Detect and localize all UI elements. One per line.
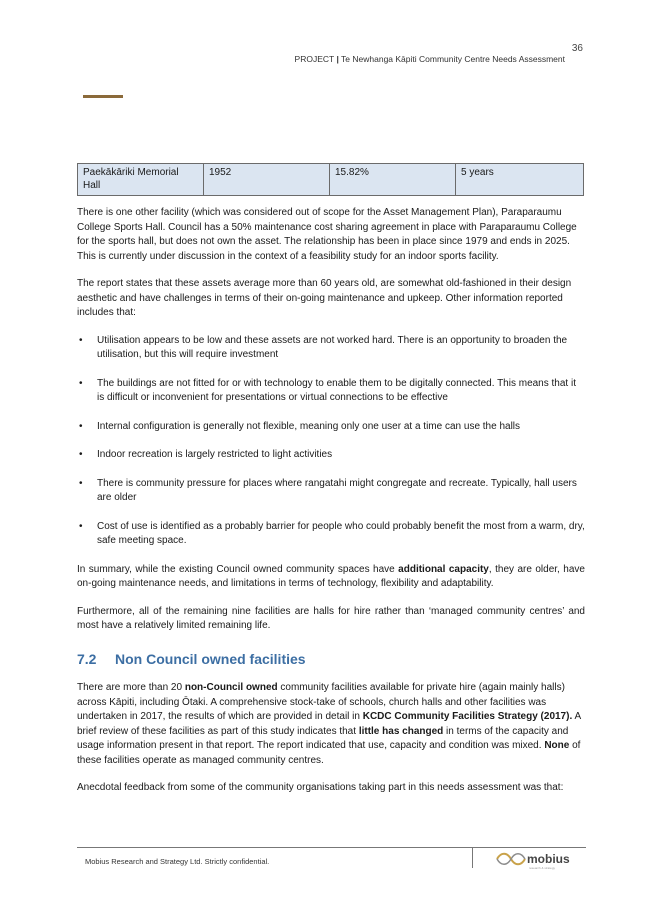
footer-confidential: Mobius Research and Strategy Ltd. Strictly confidential.: [85, 857, 270, 866]
mobius-infinity-icon: [495, 852, 527, 866]
table-cell-percentage: 15.82%: [330, 164, 456, 196]
header-document-title: Te Newhanga Kāpiti Community Centre Needs Assessment: [341, 54, 565, 64]
bullet-icon: •: [79, 377, 83, 389]
header-separator: |: [336, 54, 339, 64]
list-item: • There is community pressure for places where rangatahi might congregate and recreate. Typically, hall users are older: [79, 477, 577, 503]
table-row: [78, 164, 584, 196]
list-item: • Internal configuration is generally not flexible, meaning only one user at a time can use the halls: [77, 420, 585, 435]
bullet-icon: •: [79, 449, 83, 460]
accent-bar: [83, 95, 123, 98]
page-number: 36: [571, 43, 583, 54]
list-item: • Cost of use is identified as a probably barrier for people who could probably benefit the most from a warm, dry, safe meeting space.: [79, 520, 585, 546]
section-title: Non Council owned facilities: [115, 650, 306, 667]
list-item: • Indoor recreation is largely restricted to light activities: [77, 448, 585, 463]
table-cell-remaining-life: 5 years: [456, 164, 584, 196]
facility-table: [77, 163, 584, 196]
logo-wordmark: mobius: [527, 852, 570, 866]
paragraph-furthermore: Furthermore, all of the remaining nine facilities are halls for hire rather than ‘managed community centres’ and most have a relatively limited remaining life.: [77, 605, 585, 631]
list-item: • The buildings are not fitted for or with technology to enable them to be digitally connected. This means that it is difficult or inconvenient for presentations or virtual connections to be effective: [79, 377, 576, 403]
section-heading: [77, 652, 585, 667]
mobius-logo: [495, 852, 570, 870]
section-number: 7.2: [77, 650, 97, 667]
footer-rule: [77, 847, 586, 848]
table-cell-year: 1952: [204, 164, 330, 196]
paragraph-other-facility: There is one other facility (which was considered out of scope for the Asset Management Plan), Paraparaumu College Sports Hall. Council has a 50% maintenance cost sharing agreement in place with Paraparaumu College for the sports hall, but does not own the asset. The relationship has been in place since 1979 and ends in 2025. This is currently under discussion in the context of a feasibility study for an indoor sports facility.: [77, 207, 577, 262]
list-item: • Utilisation appears to be low and these assets are not worked hard. There is an opportunity to broaden the utilisation, but this will require investment: [79, 334, 568, 360]
paragraph-summary: In summary, while the existing Council owned community spaces have additional capacity, they are older, have on-going maintenance needs, and limitations in terms of technology, flexibility and adaptability.: [77, 563, 585, 589]
header-project: PROJECT: [294, 54, 335, 64]
running-header: [295, 54, 565, 64]
bullet-icon: •: [79, 334, 83, 346]
bullet-icon: •: [79, 477, 83, 489]
body-content: [77, 206, 585, 809]
footer-divider: [472, 848, 473, 868]
findings-list: [77, 334, 585, 549]
paragraph-non-council: There are more than 20 non-Council owned community facilities available for private hire (again mainly halls) across Kāpiti, including Ōtaki. A comprehensive stock-take of schools, church halls and other facilities was undertaken in 2017, the results of which are provided in detail in KCDC Community Facilities Strategy (2017). A brief review of these facilities as part of this study indicates that little has changed in terms of the capacity and usage information present in that report. The report indicated that use, capacity and condition was mixed. None of these facilities operate as managed community centres.: [77, 682, 581, 766]
bullet-icon: •: [79, 420, 83, 432]
bullet-icon: •: [79, 520, 83, 532]
logo-tagline: research & strategy: [529, 866, 556, 870]
paragraph-anecdotal: Anecdotal feedback from some of the community organisations taking part in this needs assessment was that:: [77, 782, 564, 793]
paragraph-report-states: The report states that these assets average more than 60 years old, are somewhat old-fashioned in their design aesthetic and have challenges in terms of their on-going maintenance and upkeep. Other information reported includes that:: [77, 278, 572, 318]
table-cell-facility: Paekākāriki Memorial Hall: [78, 164, 204, 196]
